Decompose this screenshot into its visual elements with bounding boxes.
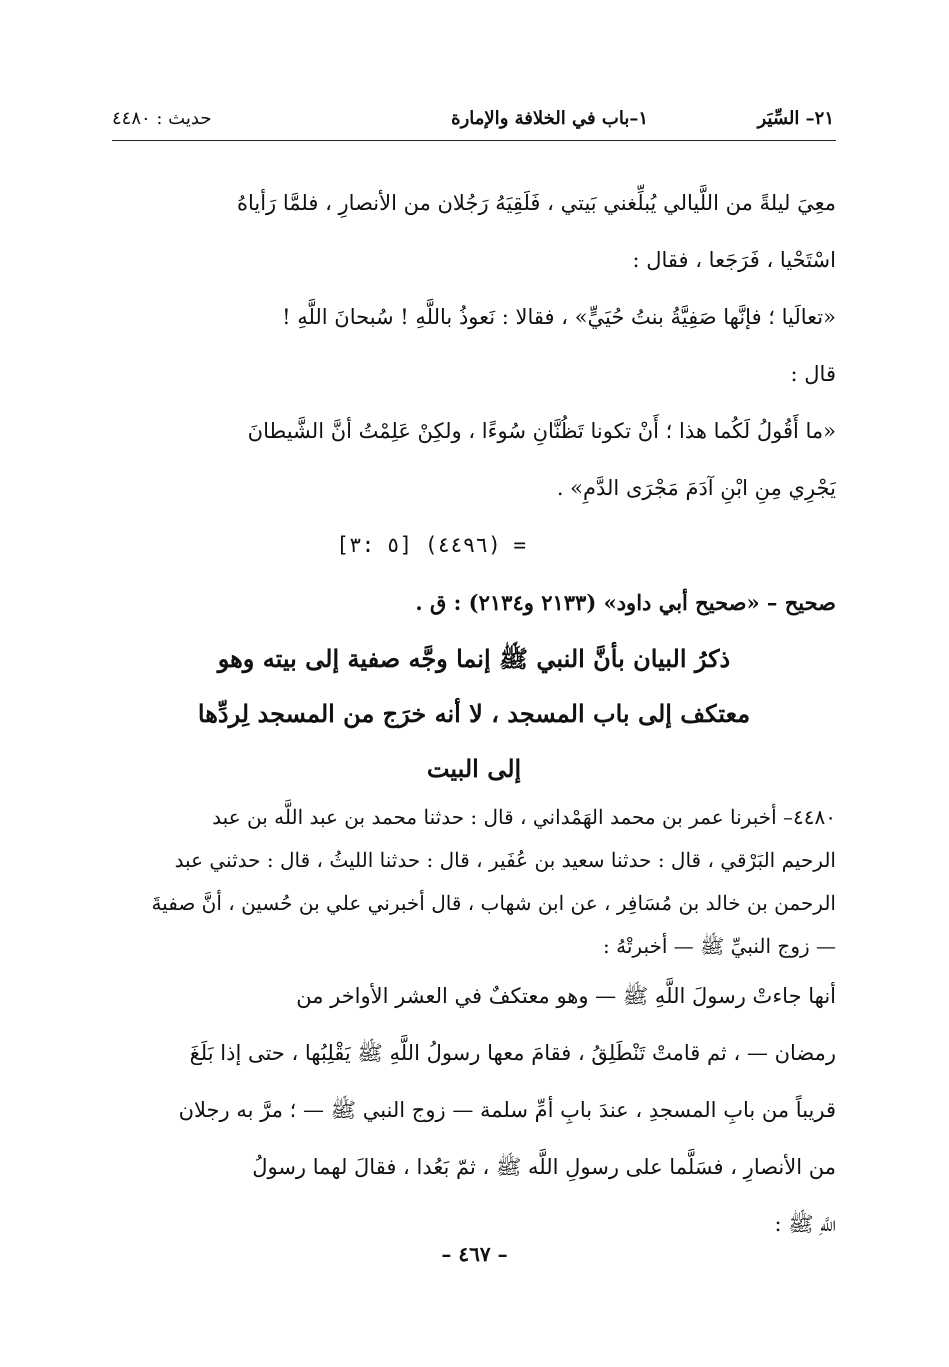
title-line: إلى البيت — [426, 754, 522, 783]
text-line: من الأنصارِ ، فسَلَّما على رسولِ اللَّه ﷺ ، ثمّ بَعُدا ، فقالَ لهما رسولُ — [252, 1155, 836, 1179]
text-line: قريباً من بابِ المسجدِ ، عندَ بابِ أمِّ سلمة — زوج النبي ﷺ — ؛ مرَّ به رجلان — [178, 1098, 836, 1122]
section-title — [112, 631, 836, 796]
header-chapter: ٢١– السِّيَر — [757, 108, 834, 129]
matn-paragraph — [112, 968, 836, 1253]
header-divider — [112, 140, 836, 141]
isnad-paragraph — [112, 796, 836, 968]
paragraph-continuation — [112, 175, 836, 289]
text-line: رمضان — ، ثم قامتْ تَنْطَلِقُ ، فقامَ معها رسولُ اللَّهِ ﷺ يَقْلِبُها ، حتى إذا بَلَغَ — [189, 1041, 836, 1065]
text-line: معِيَ ليلةً من اللَّيالي يُبلِّغني بَيتي ، فَلَقِيَهُ رَجُلان من الأنصارِ ، فلمَّا رَأياهُ — [236, 191, 836, 215]
text-line: «تعالَيا ؛ فإنَّها صَفِيَّةُ بنتُ حُيَيٍّ» ، فقالا : نَعوذُ باللَّهِ ! سُبحانَ اللَّهِ ! — [282, 305, 836, 329]
text-line: الرحيم البَرْقي ، قال : حدثنا سعيد بن عُفَير ، قال : حدثنا الليثُ ، قال : حدثني عبد — [174, 848, 836, 872]
page-number: – ٤٦٧ – — [441, 1242, 508, 1266]
text-line: الرحمن بن خالد بن مُسَافِر ، عن ابن شهاب ، قال أخبرني علي بن حُسين ، أنَّ صفيةَ — [151, 891, 836, 915]
title-line: ذكرُ البيان بأنَّ النبي ﷺ إنما وجَّه صفية إلى بيته وهو — [217, 644, 731, 673]
page-body — [112, 175, 836, 1253]
header-hadith-number: حديث : ٤٤٨٠ — [112, 108, 212, 129]
text-line: يَجْرِي مِنِ ابْنِ آدَمَ مَجْرَى الدَّمِ» . — [556, 476, 836, 500]
text-line: «ما أَقُولُ لَكُما هذا ؛ أَنْ تكونا تَظُنَّانِ سُوءًا ، ولكِنْ عَلِمْتُ أنَّ الشَّيطانَ — [247, 419, 836, 443]
hadith-grading: صحيح – «صحيح أبي داود» (٢١٣٣ و٢١٣٤) : ق . — [415, 590, 836, 615]
text-line: ٤٤٨٠– أخبرنا عمر بن محمد الهَمْداني ، قال : حدثنا محمد بن عبد اللَّه بن عبد — [212, 805, 836, 829]
text-line: قال : — [790, 362, 836, 386]
paragraph-quote-2 — [112, 403, 836, 517]
paragraph-quote-1 — [112, 289, 836, 403]
running-header — [112, 100, 834, 136]
text-line: اسْتَحْيا ، فَرَجَعا ، فقال : — [632, 248, 836, 272]
title-line: معتكف إلى باب المسجد ، لا أنه خرَج من المسجد لِردِّها — [197, 699, 751, 728]
cross-reference: = (٤٤٩٦) [٥ :٣] — [336, 533, 526, 557]
text-line: أنها جاءتْ رسولَ اللَّهِ ﷺ — وهو معتكفٌ في العشر الأواخر من — [296, 984, 836, 1008]
header-section: ١–باب في الخلافة والإمارة — [451, 108, 648, 129]
text-line: — زوج النبيِّ ﷺ — أخبرتْهُ : — [603, 934, 836, 958]
text-line: اللَّهِ ﷺ : — [774, 1212, 836, 1236]
